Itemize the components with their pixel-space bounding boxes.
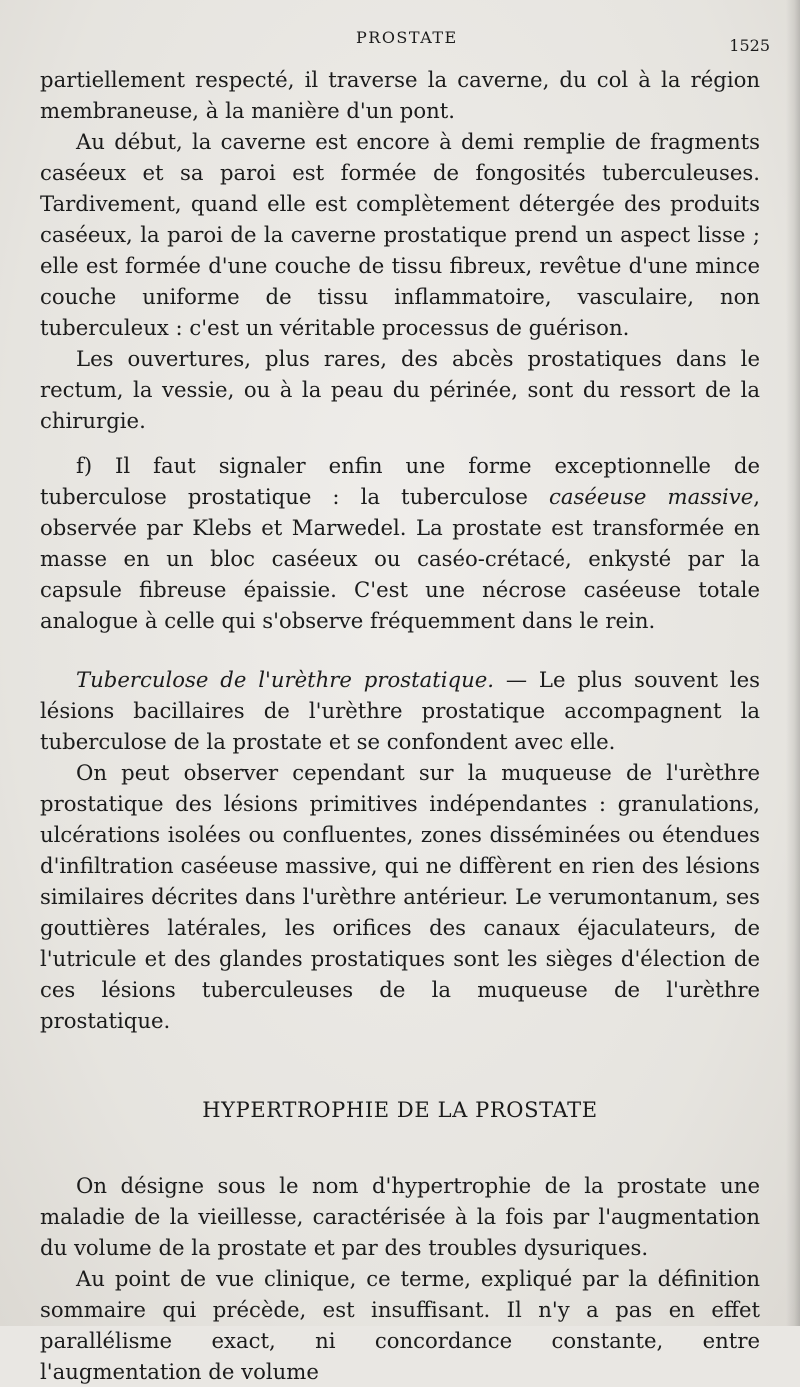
paragraph-point-de-vue-clinique: Au point de vue clinique, ce terme, expliqué par la définition sommaire qui précède, est insuffisant. Il n'y a pas en effet parallélisme exact, ni concordance constante, entre l'augmentation de volume [40, 1266, 760, 1384]
section-title: HYPERTROPHIE DE LA PROSTATE [202, 1098, 598, 1122]
term-caseeuse-massive: caséeuse massive [548, 484, 754, 509]
paragraph-caseeuse-massive-end: , observée par Klebs et Marwedel. La prostate est transformée en masse en un bloc caséeux ou caséo-crétacé, enkysté par la capsule fibreuse épaissie. C'est une nécrose caséeuse totale analogue à celle qui s'observe fréquemment dans le rein. [40, 484, 761, 633]
paragraph-continuation: partiellement respecté, il traverse la caverne, du col à la région membraneuse, à la manière d'un pont. [40, 67, 760, 123]
paragraph-urethre-prostatique [40, 664, 760, 757]
subheading-urethre-prostatique: Tuberculose de l'urèthre prostatique. [76, 667, 495, 692]
paragraph-urethre-prostatique-text: — Le plus souvent les lésions bacillaires de l'urèthre prostatique accompagnent la tuberculose de la prostate et se confondent avec elle. [40, 667, 760, 754]
page-header [0, 28, 800, 56]
paragraph-caseeuse-massive [40, 450, 760, 636]
paragraph-definition: On désigne sous le nom d'hypertrophie de la prostate une maladie de la vieillesse, caractérisée à la fois par l'augmentation du volume de la prostate et par des troubles dysuriques. [40, 1173, 760, 1260]
body-text [40, 64, 760, 1387]
page-number: 1525 [729, 36, 770, 55]
paragraph-ouvertures: Les ouvertures, plus rares, des abcès prostatiques dans le rectum, la vessie, ou à la peau du périnée, sont du ressort de la chirurgie. [40, 346, 760, 433]
paragraph-caseeuse-massive-start: f) Il faut signaler enfin une forme exceptionnelle de tuberculose prostatique : la tuberculose [40, 453, 760, 509]
page-gutter-shadow [786, 0, 800, 1326]
running-title: PROSTATE [356, 28, 458, 47]
paragraph-lesions-primitives: On peut observer cependant sur la muqueuse de l'urèthre prostatique des lésions primitives indépendantes : granulations, ulcérations isolées ou confluentes, zones disséminées ou étendues d'infiltration caséeuse massive, qui ne diffèrent en rien des lésions similaires décrites dans l'urèthre antérieur. Le verumontanum, ses gouttières latérales, les orifices des canaux éjaculateurs, de l'utricule et des glandes prostatiques sont les sièges d'élection de ces lésions tuberculeuses de la muqueuse de l'urèthre prostatique. [40, 760, 760, 1033]
paragraph-caverne: Au début, la caverne est encore à demi remplie de fragments caséeux et sa paroi est formée de fongosités tuberculeuses. Tardivement, quand elle est complètement détergée des produits caséeux, la paroi de la caverne prostatique prend un aspect lisse ; elle est formée d'une couche de tissu fibreux, revêtue d'une mince couche uniforme de tissu inflammatoire, vasculaire, non tuberculeux : c'est un véritable processus de guérison. [40, 129, 760, 340]
